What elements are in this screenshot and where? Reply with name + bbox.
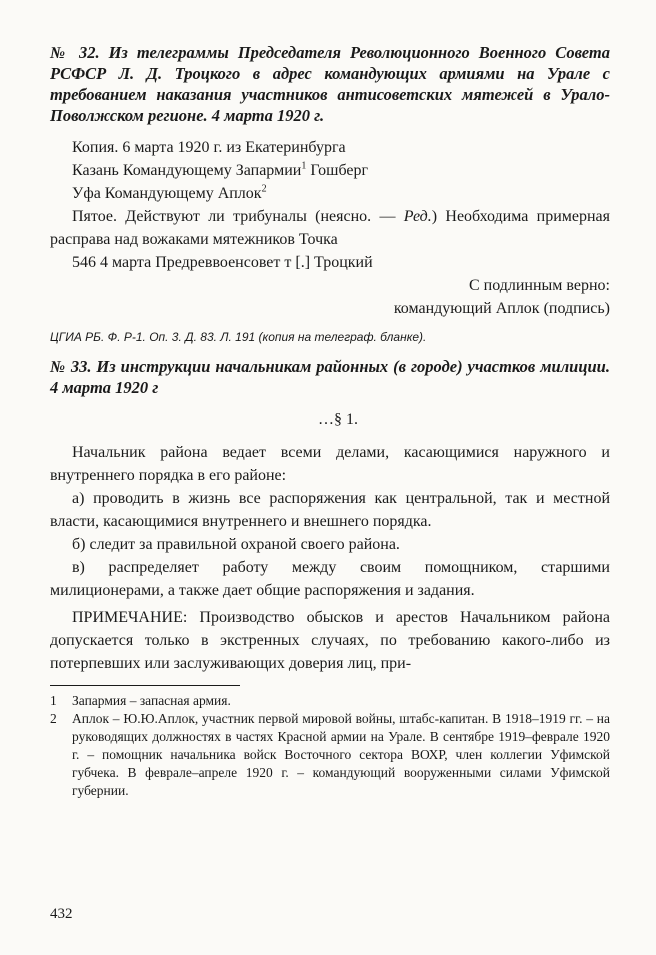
doc32-line-kazan: [50, 159, 610, 182]
doc32-fifth-a: Пятое. Действуют ли трибуналы (неясно. —: [72, 208, 404, 225]
doc32-signature: командующий Аплок (подпись): [393, 300, 610, 317]
doc32-heading: № 32. Из телеграммы Председателя Революционного Военного Совета РСФСР Л. Д. Троцкого в адрес командующих армиями на Урале с требованием наказания участников антисоветских мятежей в Урало-Поволжском регионе. 4 марта 1920 г.: [50, 43, 610, 125]
footnote-ref-1: 1: [301, 160, 307, 172]
doc32-fifth-b: ) Необходима примерная расправа над вожаками мятежников Точка: [50, 208, 610, 248]
footnote-1-number: 1: [50, 693, 57, 708]
doc33-note: ПРИМЕЧАНИЕ: Производство обысков и арестов Начальником района допускается только в экстренных случаях, по требованию какого-либо из потерпевших или заслуживающих доверия лиц, при-: [50, 609, 610, 672]
doc32-line-kazan-b: Гошберг: [306, 162, 369, 179]
footnote-2-text: Аплок – Ю.Ю.Аплок, участник первой мировой войны, штабс-капитан. В 1918–1919 гг. – на руководящих должностях в частях Красной армии на Урале. В сентябре 1919–феврале 1920 г. – помощник начальника войск Восточного сектора ВОХР, член коллегии Уфимской губчека. В феврале–апреле 1920 г. – командующий вооруженными силами Уфимской губернии.: [72, 711, 610, 798]
footnote-2: [50, 710, 610, 800]
footnote-ref-2: 2: [261, 183, 267, 195]
footnote-divider: [50, 685, 240, 686]
doc32-signature-line: [50, 297, 610, 320]
doc32-archive-ref: ЦГИА РБ. Ф. Р-1. Оп. 3. Д. 83. Л. 191 (копия на телеграф. бланке).: [50, 330, 427, 344]
footnote-2-number: 2: [50, 711, 57, 726]
doc33-heading: № 33. Из инструкции начальникам районных (в городе) участков милиции. 4 марта 1920 г: [50, 357, 610, 397]
doc32-line-fifth: [50, 205, 610, 251]
doc33-p1: Начальник района ведает всеми делами, касающимися наружного и внутреннего порядка в его районе:: [50, 444, 610, 484]
doc32-line-kazan-a: Казань Командующему Запармии: [72, 162, 302, 179]
footnote-1-text: Запармия – запасная армия.: [72, 693, 231, 708]
page-content: [50, 42, 610, 800]
page-number: 432: [50, 906, 73, 922]
footnote-1: [50, 692, 610, 710]
doc32-line-ufa: [50, 182, 610, 205]
doc32-fifth-red: Ред.: [403, 208, 432, 225]
doc32-line-signoff: 546 4 марта Предреввоенсовет т [.] Троцкий: [72, 254, 373, 271]
doc32-verified: С подлинным верно:: [468, 277, 610, 294]
doc33-item-c: в) распределяет работу между своим помощником, старшими милиционерами, а также дает общие распоряжения и задания.: [50, 559, 610, 599]
doc33-item-b: б) следит за правильной охраной своего района.: [72, 536, 400, 553]
doc33-section: …§ 1.: [318, 411, 358, 428]
doc32-line-ufa-a: Уфа Командующему Аплок: [72, 185, 262, 202]
doc32-line-copy: Копия. 6 марта 1920 г. из Екатеринбурга: [72, 139, 346, 156]
doc33-item-a: а) проводить в жизнь все распоряжения как центральной, так и местной власти, касающимися внутреннего и внешнего порядка.: [50, 490, 610, 530]
